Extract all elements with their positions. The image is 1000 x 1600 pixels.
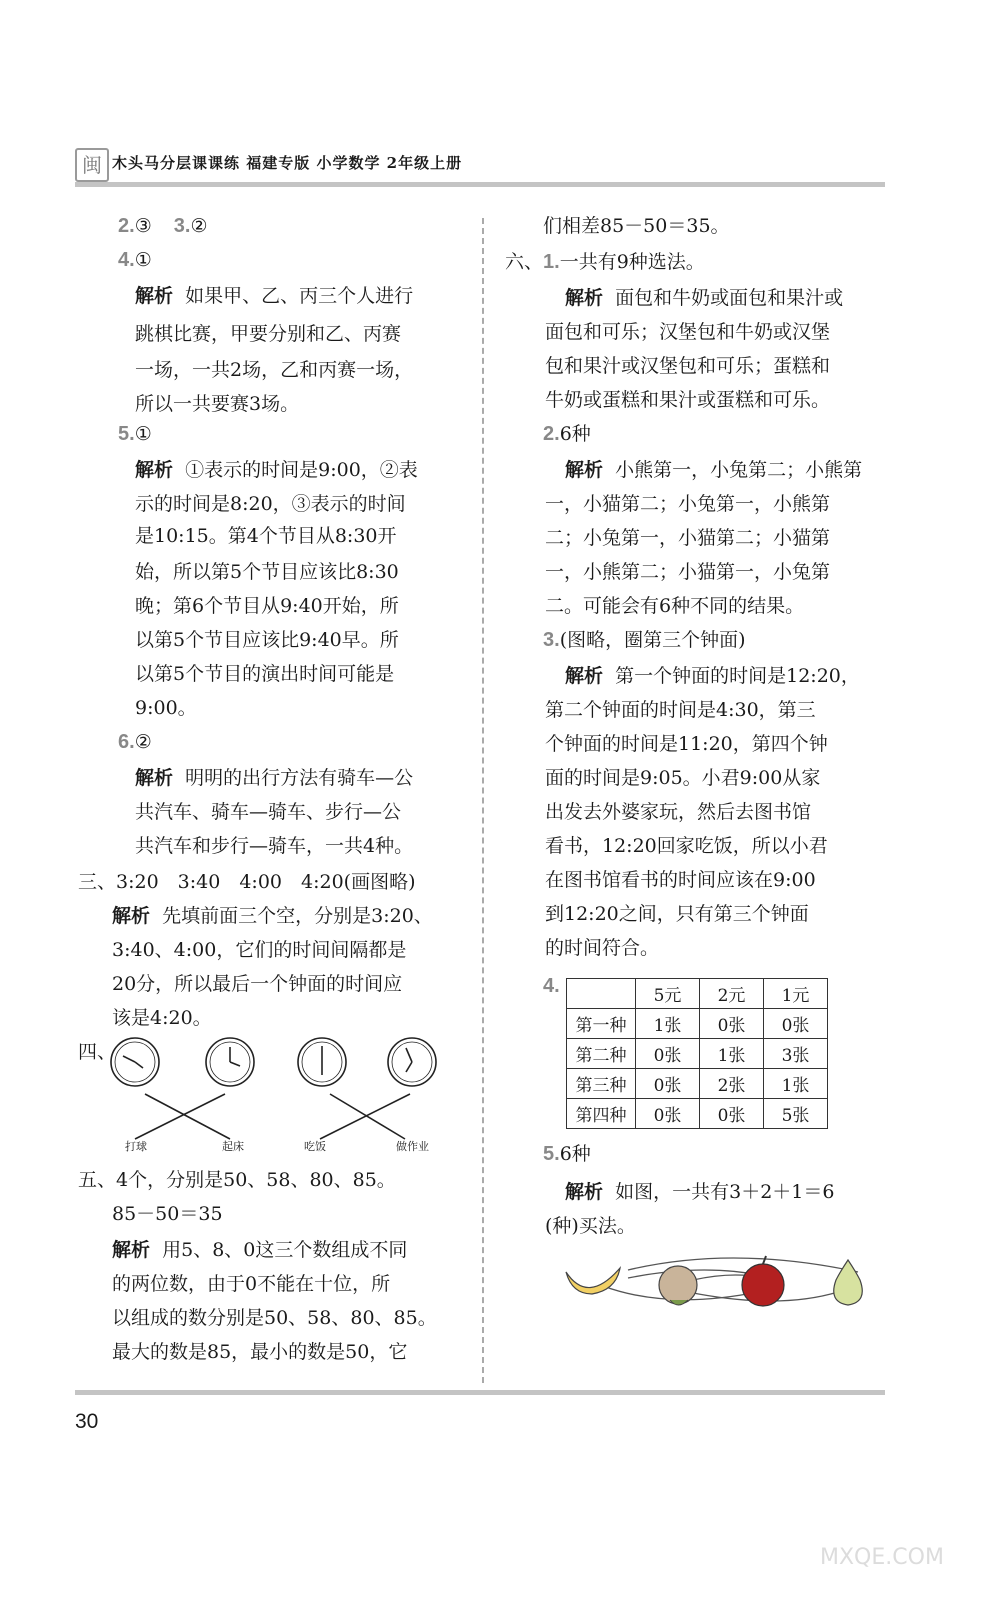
clock-icon [298, 1038, 346, 1086]
match-line [320, 1094, 410, 1139]
header-rule [75, 182, 885, 187]
table-cell: 3张 [764, 1039, 828, 1069]
table-row [567, 1069, 828, 1099]
continued-line: 们相差85－50＝35。 [543, 215, 730, 237]
apple-icon [742, 1256, 784, 1306]
footer-rule [75, 1390, 885, 1395]
table-row [567, 1099, 828, 1129]
s6-q1-explanation-line: 解析 面包和牛奶或面包和果汁或 [565, 287, 844, 309]
s6-q3-explanation-line: 解析 第一个钟面的时间是12:20， [565, 665, 860, 687]
table-cell: 第四种 [567, 1099, 636, 1129]
table-cell: 0张 [636, 1069, 700, 1099]
answer-5: 5.① [118, 423, 152, 445]
activity-label: 做作业 [396, 1140, 429, 1153]
s6-answer-5: 5.6种 [543, 1143, 591, 1165]
q4-explanation-line: 解析 如果甲、乙、丙三个人进行 [135, 285, 414, 307]
table-cell: 第三种 [567, 1069, 636, 1099]
s6-answer-2: 2.6种 [543, 423, 591, 445]
fruit-figure [558, 1250, 888, 1320]
s6-q3-explanation-line: 看书，12:20回家吃饭，所以小君 [545, 835, 828, 857]
q5-explanation-line: 解析 ①表示的时间是9:00，②表 [135, 459, 418, 481]
s6-q2-explanation-line: 一，小熊第二；小猫第一，小兔第 [545, 561, 831, 583]
s6-q2-explanation-line: 二；小兔第一，小猫第二；小猫第 [545, 527, 831, 549]
match-line [330, 1094, 405, 1139]
s6-q3-explanation-line: 第二个钟面的时间是4:30，第三 [545, 699, 816, 721]
s5-explanation-line: 最大的数是85，最小的数是50，它 [112, 1341, 408, 1363]
s6-q1-explanation-line: 包和果汁或汉堡包和可乐；蛋糕和 [545, 355, 831, 377]
book-title: 木头马分层课课练 福建专版 小学数学 2年级上册 [112, 154, 463, 172]
table-header-row [567, 979, 828, 1009]
table-cell: 第二种 [567, 1039, 636, 1069]
s3-explanation-line: 该是4:20。 [112, 1007, 212, 1029]
watermark: MXQE.COM [820, 1545, 944, 1570]
q4-explanation-line: 跳棋比赛，甲要分别和乙、丙赛 [135, 323, 402, 345]
q6-explanation-line: 共汽车和步行—骑车，一共4种。 [135, 835, 414, 857]
table-cell: 1张 [764, 1069, 828, 1099]
s6-q2-explanation-line: 二。可能会有6种不同的结果。 [545, 595, 805, 617]
q6-explanation-line: 解析 明明的出行方法有骑车—公 [135, 767, 414, 789]
answer-4: 4.① [118, 249, 152, 271]
clock-icon [388, 1038, 436, 1086]
s6-q5-explanation-line: 解析 如图，一共有3＋2＋1＝6 [565, 1181, 835, 1203]
q5-explanation-line: 晚；第6个节目从9:40开始，所 [135, 595, 399, 617]
s6-q3-explanation-line: 面的时间是9:05。小君9:00从家 [545, 767, 821, 789]
s3-explanation-line: 解析 先填前面三个空，分别是3:20、 [112, 905, 433, 927]
page-number: 30 [75, 1410, 99, 1433]
match-line [145, 1094, 230, 1139]
s6-answer-4: 4. [543, 975, 560, 997]
table-row [567, 1009, 828, 1039]
table-cell [567, 979, 636, 1009]
q5-explanation-line: 是10:15。第4个节目从8:30开 [135, 525, 397, 547]
s6-q2-explanation-line: 一，小猫第二；小兔第一，小熊第 [545, 493, 831, 515]
s6-q3-explanation-line: 到12:20之间，只有第三个钟面 [545, 903, 809, 925]
region-badge: 闽 [75, 148, 109, 182]
answers-2-3: 2.③ 3.② [118, 215, 208, 237]
table-cell: 1元 [764, 979, 828, 1009]
q4-explanation-line: 所以一共要赛3场。 [135, 393, 300, 415]
q4-explanation-line: 一场，一共2场，乙和丙赛一场， [135, 359, 414, 381]
section-4-label: 四、 [78, 1041, 117, 1063]
s6-q1-explanation-line: 面包和可乐；汉堡包和牛奶或汉堡 [545, 321, 831, 343]
table-cell: 0张 [636, 1099, 700, 1129]
s6-q5-explanation-line: (种)买法。 [545, 1215, 636, 1237]
table-cell: 0张 [764, 1009, 828, 1039]
table-cell: 1张 [636, 1009, 700, 1039]
table-cell: 0张 [700, 1099, 764, 1129]
activity-label: 吃饭 [304, 1140, 326, 1153]
q6-explanation-line: 共汽车、骑车—骑车、步行—公 [135, 801, 402, 823]
table-cell: 1张 [700, 1039, 764, 1069]
s6-q3-explanation-line: 个钟面的时间是11:20，第四个钟 [545, 733, 828, 755]
pear-icon [834, 1260, 863, 1305]
match-line [135, 1094, 225, 1139]
s5-explanation-line: 以组成的数分别是50、58、80、85。 [112, 1307, 437, 1329]
s6-q3-explanation-line: 在图书馆看书的时间应该在9:00 [545, 869, 816, 891]
table-cell: 5张 [764, 1099, 828, 1129]
s6-q2-explanation-line: 解析 小熊第一，小兔第二；小熊第 [565, 459, 863, 481]
table-cell: 第一种 [567, 1009, 636, 1039]
s6-q1-explanation-line: 牛奶或蛋糕和果汁或蛋糕和可乐。 [545, 389, 831, 411]
s3-explanation-line: 3:40、4:00，它们的时间间隔都是 [112, 939, 407, 961]
q5-explanation-line: 以第5个节目应该比9:40早。所 [135, 629, 399, 651]
s6-answer-3: 3.(图略，圈第三个钟面) [543, 629, 746, 651]
table-cell: 2张 [700, 1069, 764, 1099]
s5-equation: 85－50＝35 [112, 1203, 223, 1225]
s6-q3-explanation-line: 的时间符合。 [545, 937, 660, 959]
banana-icon [566, 1268, 620, 1294]
q5-explanation-line: 以第5个节目的演出时间可能是 [135, 663, 395, 685]
q5-explanation-line: 9:00。 [135, 697, 197, 719]
activity-label: 起床 [222, 1140, 244, 1153]
q5-explanation-line: 示的时间是8:20，③表示的时间 [135, 493, 406, 515]
clock-icon [111, 1038, 159, 1086]
money-combination-table [566, 978, 828, 1129]
s6-q3-explanation-line: 出发去外婆家玩，然后去图书馆 [545, 801, 812, 823]
activity-label: 打球 [125, 1140, 147, 1153]
column-divider [482, 218, 484, 1383]
section-3-answer: 三、3:20 3:40 4:00 4:20(画图略) [78, 871, 416, 893]
s5-explanation-line: 的两位数，由于0不能在十位，所 [112, 1273, 391, 1295]
connection-arc [628, 1258, 858, 1272]
section-5-answer: 五、4个，分别是50、58、80、85。 [78, 1169, 396, 1191]
q5-explanation-line: 始，所以第5个节目应该比8:30 [135, 561, 399, 583]
answer-6: 6.② [118, 731, 152, 753]
table-cell: 2元 [700, 979, 764, 1009]
table-cell: 0张 [700, 1009, 764, 1039]
peach-icon [659, 1266, 697, 1305]
table-row [567, 1039, 828, 1069]
section-6-q1-answer: 六、1.一共有9种选法。 [505, 251, 705, 273]
s5-explanation-line: 解析 用5、8、0这三个数组成不同 [112, 1239, 408, 1261]
table-cell: 0张 [636, 1039, 700, 1069]
table-cell: 5元 [636, 979, 700, 1009]
s3-explanation-line: 20分，所以最后一个钟面的时间应 [112, 973, 403, 995]
clock-icon [206, 1038, 254, 1086]
